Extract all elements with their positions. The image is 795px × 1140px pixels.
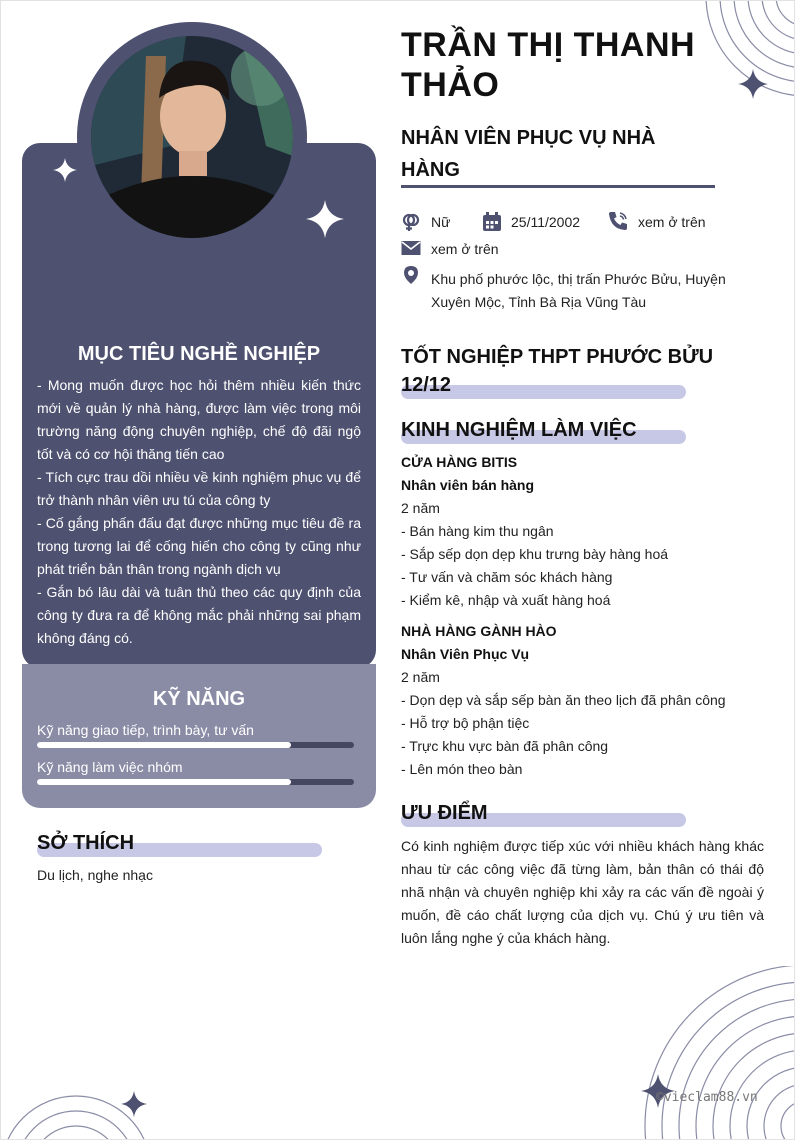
calendar-icon (482, 212, 502, 232)
gender-value: Nữ (431, 214, 451, 230)
job-duty: - Tư vấn và chăm sóc khách hàng (401, 569, 613, 585)
skill-bar-fill (37, 779, 291, 785)
position-name: Nhân Viên Phục Vụ (401, 646, 530, 662)
skills-title: KỸ NĂNG (152, 688, 246, 710)
job-duty: - Sắp sếp dọn dẹp khu trưng bày hàng hoá (401, 546, 669, 562)
company-name: NHÀ HÀNG GÀNH HÀO (401, 623, 557, 639)
objective-item: - Gắn bó lâu dài và tuân thủ theo các quy định của công ty đưa ra để không mắc phải những sai phạm không đáng có. (37, 584, 361, 646)
position-name: Nhân viên bán hàng (401, 477, 535, 493)
job-duration: 2 năm (401, 669, 440, 685)
strengths-text: Có kinh nghiệm được tiếp xúc với nhiều khách hàng khác nhau từ các công việc đã từng làm, bản thân có thái độ nhã nhận và chuyên nghiệp khi xảy ra các vấn đề ngoài ý muốn, đề cáo chất lượng của dịch vụ. Chú ý ưu tiên và luôn lắng nghe ý của khách hàng. (401, 838, 764, 946)
divider (401, 185, 715, 188)
job-duration: 2 năm (401, 500, 440, 516)
education-title: TỐT NGHIỆP THPT PHƯỚC BỬU 12/12 (401, 346, 714, 396)
job-duty: - Bán hàng kim thu ngân (401, 523, 554, 539)
sparkle-icon (53, 158, 77, 182)
job-duty: - Kiểm kê, nhập và xuất hàng hoá (401, 592, 611, 608)
watermark: ©vieclam88.vn (656, 1090, 758, 1105)
email-icon (401, 238, 421, 258)
hobbies-title: SỞ THÍCH (37, 832, 135, 854)
sparkle-icon (306, 200, 344, 238)
job-duty: - Lên món theo bàn (401, 761, 523, 777)
email-value: xem ở trên (431, 241, 499, 257)
job-title: NHÂN VIÊN PHỤC VỤ NHÀ HÀNG (401, 127, 656, 181)
strengths-title: ƯU ĐIỂM (401, 802, 488, 824)
objective-item: - Cố gắng phấn đấu đạt được những mục tiêu đề ra trong tương lai để cống hiến cho công ty cũng như phát triển bản thân trong ngành dịch vụ (37, 515, 361, 577)
skill-label: Kỹ năng giao tiếp, trình bày, tư vấn (37, 722, 254, 738)
address-value: Khu phố phước lộc, thị trấn Phước Bửu, Huyện Xuyên Mộc, Tỉnh Bà Rịa Vũng Tàu (431, 271, 726, 310)
skill-bar-fill (37, 742, 291, 748)
arc-decoration-bottom-right (641, 966, 795, 1140)
objective-item: - Tích cực trau dồi nhiều về kinh nghiệm phục vụ để trở thành nhân viên ưu tú của công ty (37, 469, 361, 508)
experience-title: KINH NGHIỆM LÀM VIỆC (401, 419, 637, 441)
location-icon (401, 265, 421, 285)
candidate-name: TRẦN THỊ THANH THẢO (401, 26, 696, 104)
skill-bar (37, 779, 354, 785)
job-duty: - Dọn dẹp và sắp sếp bàn ăn theo lịch đã phân công (401, 692, 726, 708)
skill-label: Kỹ năng làm việc nhóm (37, 759, 183, 775)
objective-title: MỤC TIÊU NGHỀ NGHIỆP (77, 343, 321, 365)
phone-icon (608, 211, 628, 231)
objective-text (37, 374, 361, 650)
sparkle-icon (121, 1091, 147, 1117)
phone-value: xem ở trên (638, 214, 706, 230)
job-duty: - Hỗ trợ bộ phận tiệc (401, 715, 530, 731)
sparkle-icon (738, 69, 768, 99)
skill-bar (37, 742, 354, 748)
birthdate-value: 25/11/2002 (511, 214, 581, 230)
avatar (91, 36, 293, 238)
objective-item: - Mong muốn được học hỏi thêm nhiều kiến thức mới về quản lý nhà hàng, được làm việc trong môi trường năng động chuyên nghiệp, chế độ đãi ngộ tốt và có cơ hội thăng tiến cao (37, 377, 361, 462)
company-name: CỬA HÀNG BITIS (401, 454, 518, 470)
job-duty: - Trực khu vực bàn đã phân công (401, 738, 609, 754)
hobbies-text: Du lịch, nghe nhạc (37, 867, 153, 883)
gender-icon (401, 212, 421, 232)
